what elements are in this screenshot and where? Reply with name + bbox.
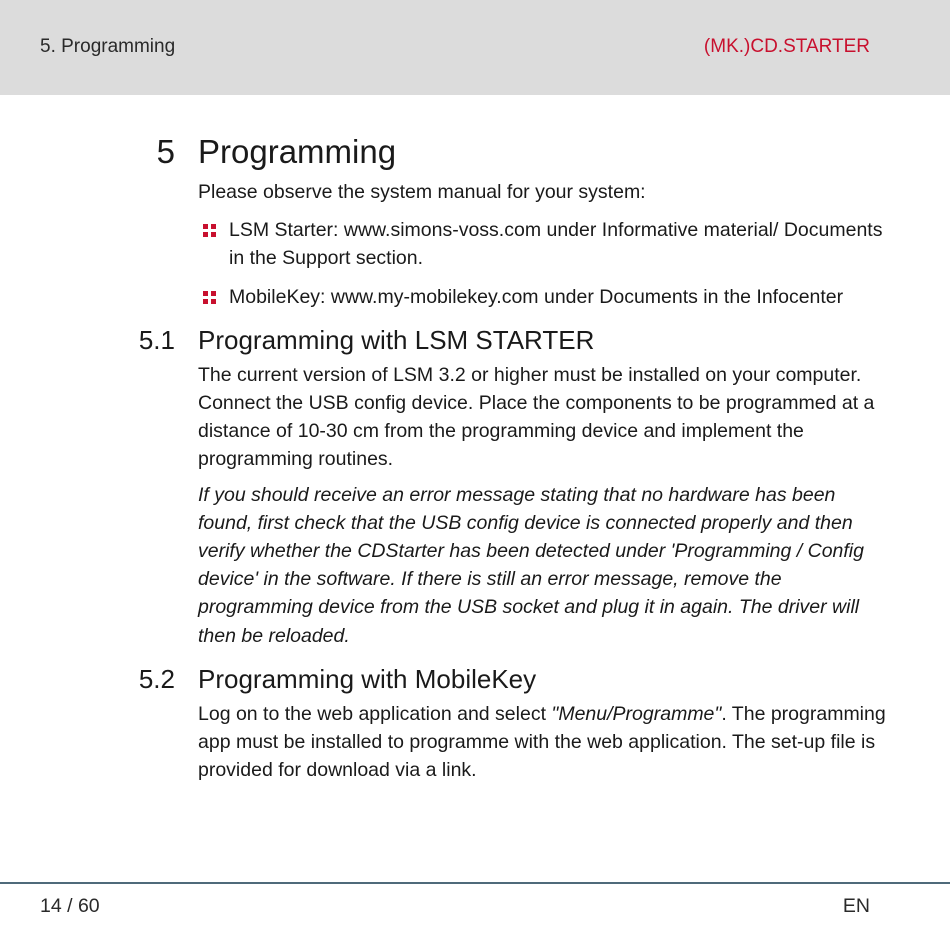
section-5-2-heading	[138, 662, 888, 696]
section-5-1-heading	[138, 323, 888, 357]
section-5-1-number: 5.1	[138, 324, 175, 355]
list-item	[198, 283, 888, 311]
section-5-2-title: Programming with MobileKey	[198, 663, 537, 694]
system-manual-list	[198, 216, 888, 311]
section-5-2-body-start: Log on to the web application and select	[198, 702, 552, 725]
red-square-bullet-icon	[203, 224, 216, 237]
chapter-intro: Please observe the system manual for your system:	[198, 181, 646, 203]
red-square-bullet-icon	[203, 291, 216, 304]
section-5-1-title: Programming with LSM STARTER	[198, 324, 595, 355]
menu-programme-emphasis: "Menu/Programme"	[551, 702, 722, 725]
header-product-name: (MK.)CD.STARTER	[703, 36, 870, 57]
section-5-2-body-end: . The programming app must be installed to programme with the web application. The set-up file is provided for download via a link.	[198, 702, 886, 782]
chapter-heading	[156, 130, 888, 174]
language-code: EN	[842, 895, 870, 917]
footer-divider	[0, 882, 950, 884]
list-item-text: MobileKey: www.my-mobilekey.com under Documents in the Infocenter	[229, 285, 844, 308]
page-content	[138, 130, 888, 791]
section-5-1-note: If you should receive an error message stating that no hardware has been found, first check that the USB config device is connected properly and then verify whether the CDStarter has been detected under 'Programming / Config device' in the software. If there is still an error message, remove the programming device from the USB socket and plug it in again. The driver will then be reloaded.	[198, 483, 864, 647]
section-5-1-body: The current version of LSM 3.2 or higher must be installed on your computer. Connect the USB config device. Place the components to be programmed at a distance of 10-30 cm from the programming device and implement the programming routines.	[198, 363, 875, 471]
chapter-number: 5	[156, 133, 175, 170]
chapter-title: Programming	[198, 133, 397, 170]
page-header	[0, 0, 950, 95]
header-section-title: 5. Programming	[40, 36, 176, 57]
section-5-2-body	[198, 700, 888, 785]
list-item-text: LSM Starter: www.simons-voss.com under Informative material/ Documents in the Support section.	[229, 219, 883, 270]
section-5-2-number: 5.2	[138, 663, 175, 694]
list-item	[198, 216, 888, 272]
page-number: 14 / 60	[40, 895, 100, 917]
